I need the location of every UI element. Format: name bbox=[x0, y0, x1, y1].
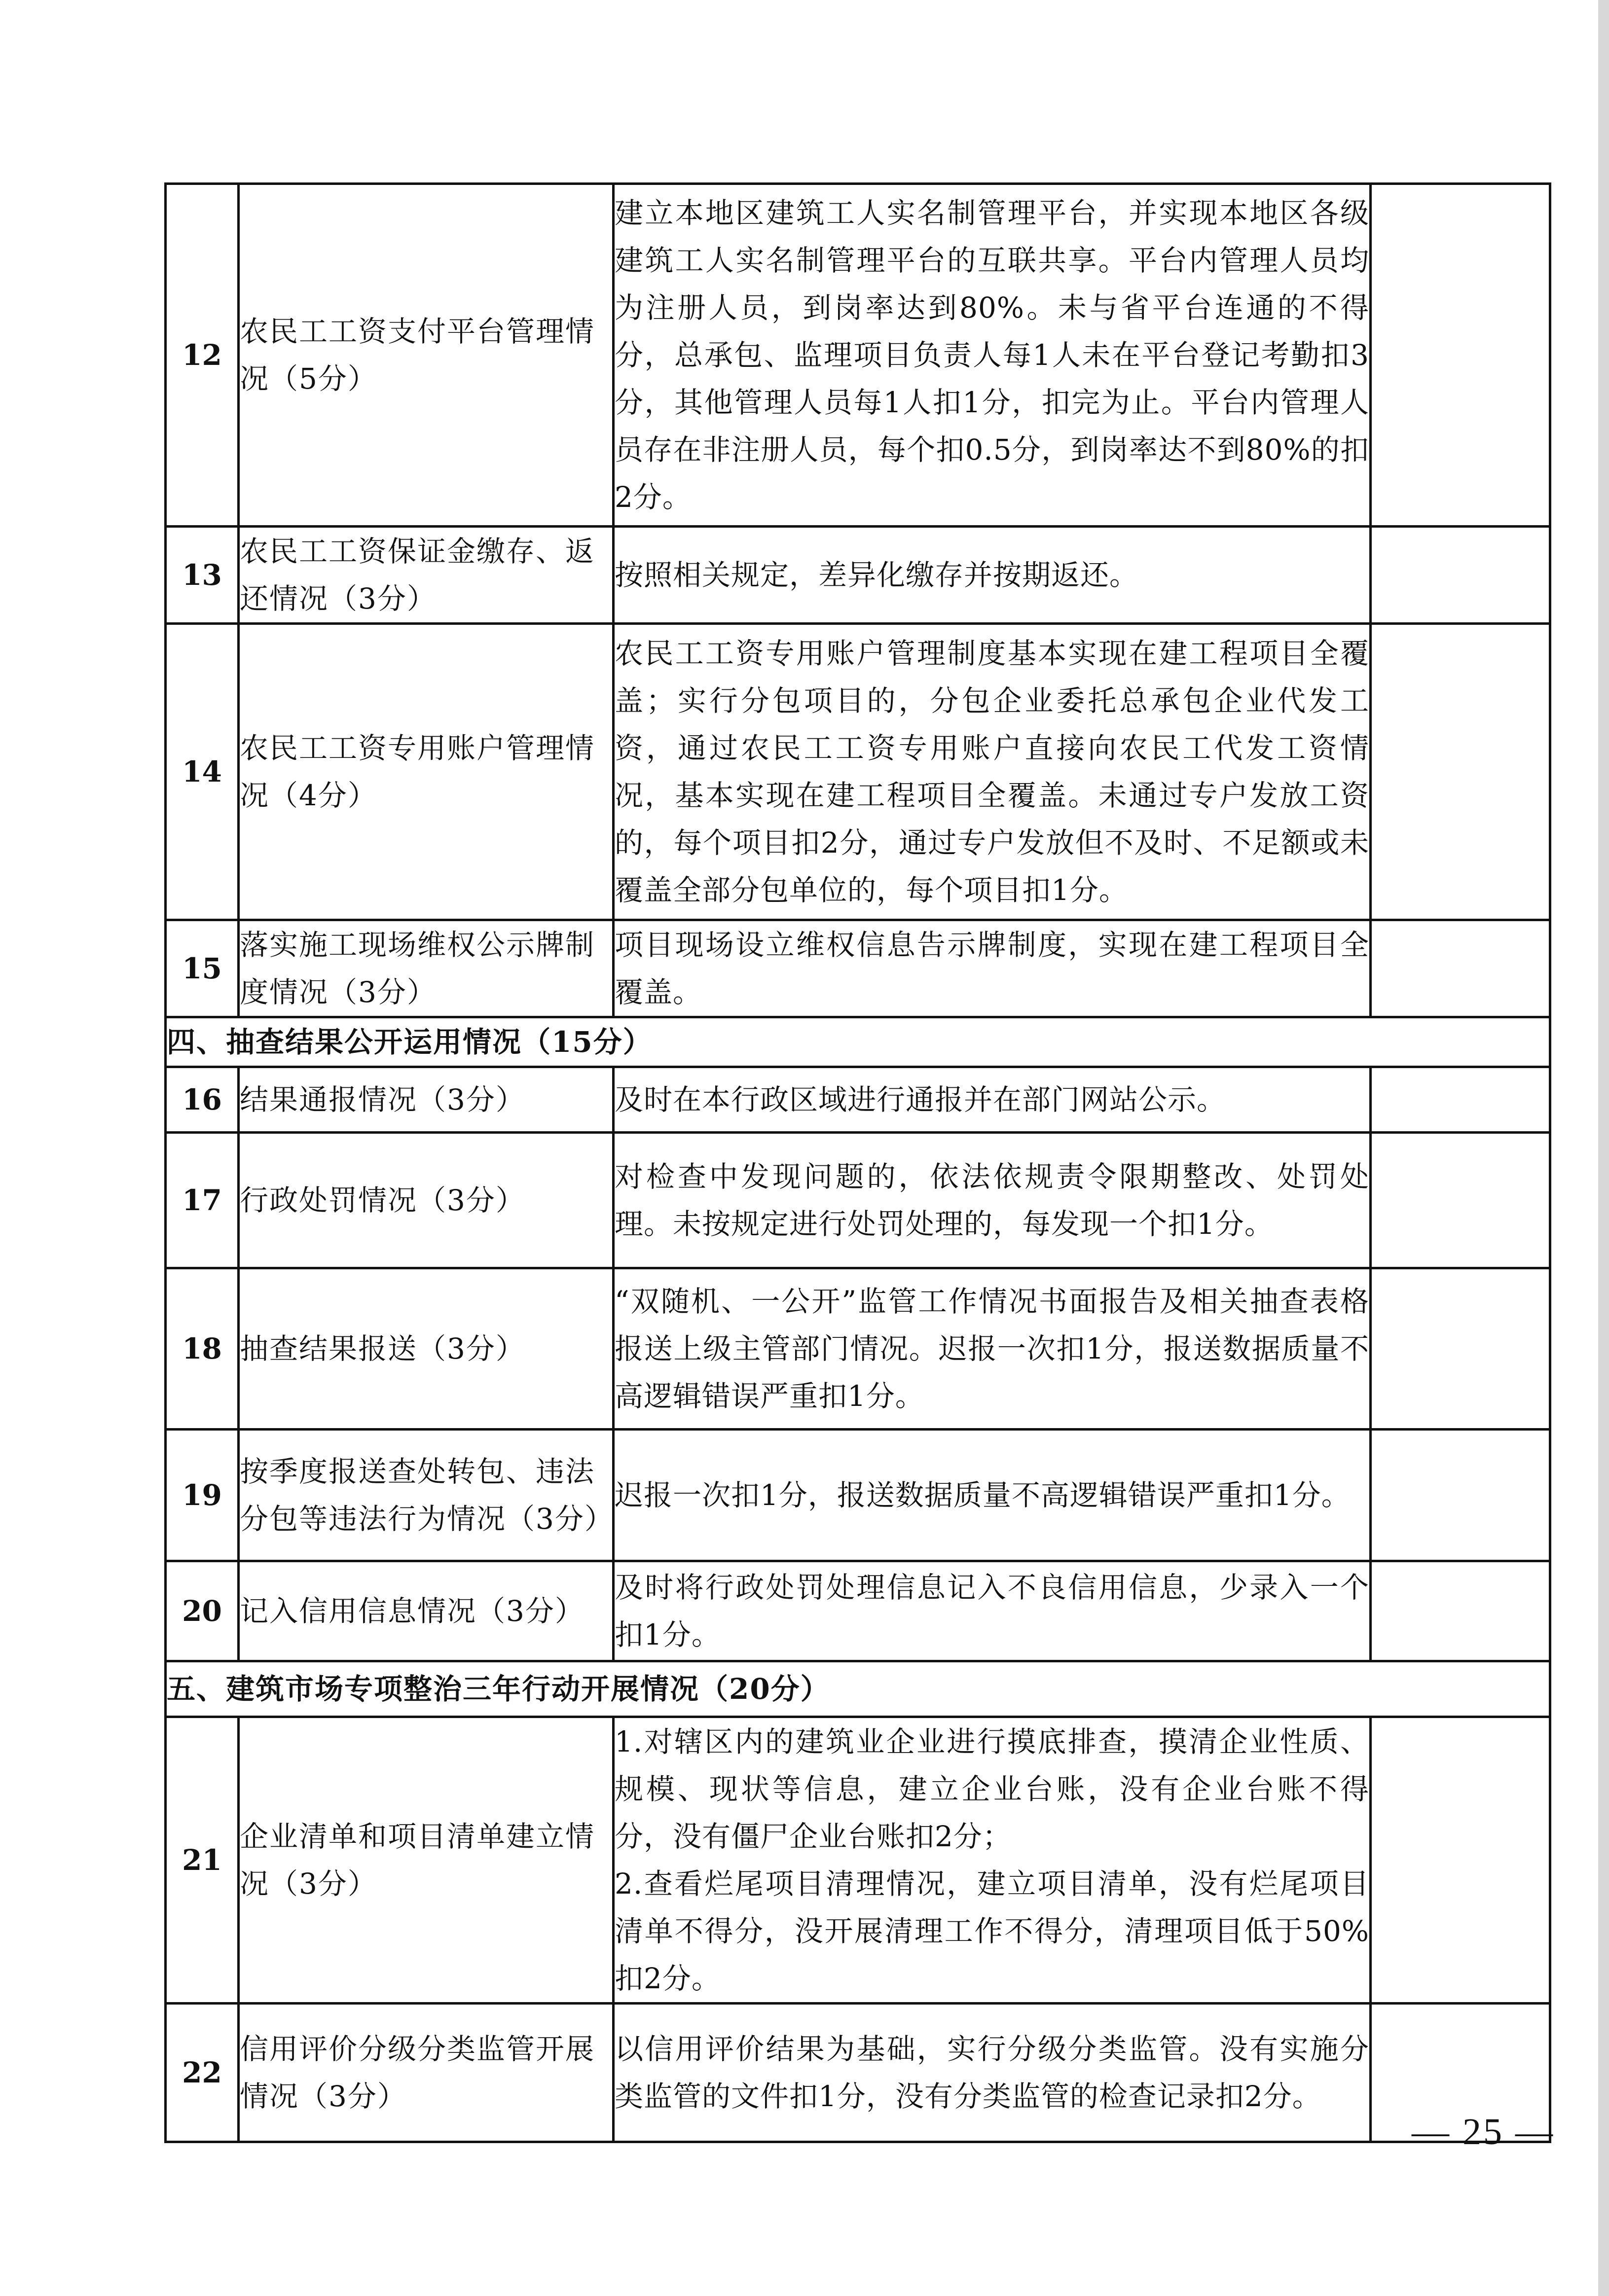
item-name: 农民工工资支付平台管理情况（5分） bbox=[239, 184, 614, 527]
item-name: 信用评价分级分类监管开展情况（3分） bbox=[239, 2004, 614, 2142]
item-number: 15 bbox=[166, 920, 239, 1017]
item-criteria: 及时在本行政区域进行通报并在部门网站公示。 bbox=[614, 1067, 1371, 1133]
table-row bbox=[166, 1561, 1550, 1661]
item-criteria bbox=[614, 1717, 1371, 2004]
item-name: 结果通报情况（3分） bbox=[239, 1067, 614, 1133]
table-row bbox=[166, 2004, 1550, 2142]
item-number: 13 bbox=[166, 527, 239, 624]
page-number: — 25 — bbox=[1412, 2111, 1555, 2152]
item-criteria: 按照相关规定，差异化缴存并按期返还。 bbox=[614, 527, 1371, 624]
item-criteria: 及时将行政处罚处理信息记入不良信用信息，少录入一个扣1分。 bbox=[614, 1561, 1371, 1661]
item-criteria: 对检查中发现问题的，依法依规责令限期整改、处罚处理。未按规定进行处罚处理的，每发现一个扣1分。 bbox=[614, 1133, 1371, 1268]
score-cell bbox=[1371, 624, 1550, 920]
item-number: 16 bbox=[166, 1067, 239, 1133]
page-edge-shadow bbox=[1598, 0, 1609, 2296]
item-number: 19 bbox=[166, 1430, 239, 1561]
table-row bbox=[166, 920, 1550, 1017]
section-heading: 五、建筑市场专项整治三年行动开展情况（20分） bbox=[166, 1661, 1550, 1717]
item-number: 20 bbox=[166, 1561, 239, 1661]
score-cell bbox=[1371, 1430, 1550, 1561]
table-row bbox=[166, 527, 1550, 624]
criteria-point-1: 1.对辖区内的建筑业企业进行摸底排查，摸清企业性质、规模、现状等信息，建立企业台账，没有企业台账不得分，没有僵尸企业台账扣2分； bbox=[615, 1725, 1369, 1853]
item-number: 21 bbox=[166, 1717, 239, 2004]
item-criteria: 项目现场设立维权信息告示牌制度，实现在建工程项目全覆盖。 bbox=[614, 920, 1371, 1017]
item-name: 农民工工资专用账户管理情况（4分） bbox=[239, 624, 614, 920]
table-row bbox=[166, 1268, 1550, 1430]
item-criteria: 以信用评价结果为基础，实行分级分类监管。没有实施分类监管的文件扣1分，没有分类监管的检查记录扣2分。 bbox=[614, 2004, 1371, 2142]
score-cell bbox=[1371, 1717, 1550, 2004]
table-row bbox=[166, 184, 1550, 527]
item-number: 22 bbox=[166, 2004, 239, 2142]
section-row bbox=[166, 1017, 1550, 1067]
item-number: 12 bbox=[166, 184, 239, 527]
item-criteria: 农民工工资专用账户管理制度基本实现在建工程项目全覆盖；实行分包项目的，分包企业委托总承包企业代发工资，通过农民工工资专用账户直接向农民工代发工资情况，基本实现在建工程项目全覆盖。未通过专户发放工资的，每个项目扣2分，通过专户发放但不及时、不足额或未覆盖全部分包单位的，每个项目扣1分。 bbox=[614, 624, 1371, 920]
section-heading: 四、抽查结果公开运用情况（15分） bbox=[166, 1017, 1550, 1067]
item-name: 行政处罚情况（3分） bbox=[239, 1133, 614, 1268]
item-number: 17 bbox=[166, 1133, 239, 1268]
score-cell bbox=[1371, 527, 1550, 624]
scoring-table bbox=[164, 182, 1551, 2143]
section-row bbox=[166, 1661, 1550, 1717]
item-number: 14 bbox=[166, 624, 239, 920]
criteria-point-2: 2.查看烂尾项目清理情况，建立项目清单，没有烂尾项目清单不得分，没开展清理工作不得分，清理项目低于50%扣2分。 bbox=[615, 1867, 1369, 1995]
item-name: 按季度报送查处转包、违法分包等违法行为情况（3分） bbox=[239, 1430, 614, 1561]
score-cell bbox=[1371, 1067, 1550, 1133]
score-cell bbox=[1371, 1561, 1550, 1661]
item-criteria: 建立本地区建筑工人实名制管理平台，并实现本地区各级建筑工人实名制管理平台的互联共享。平台内管理人员均为注册人员，到岗率达到80%。未与省平台连通的不得分，总承包、监理项目负责人每1人未在平台登记考勤扣3分，其他管理人员每1人扣1分，扣完为止。平台内管理人员存在非注册人员，每个扣0.5分，到岗率达不到80%的扣2分。 bbox=[614, 184, 1371, 527]
table-row bbox=[166, 1717, 1550, 2004]
item-criteria: 迟报一次扣1分，报送数据质量不高逻辑错误严重扣1分。 bbox=[614, 1430, 1371, 1561]
item-name: 抽查结果报送（3分） bbox=[239, 1268, 614, 1430]
item-name: 落实施工现场维权公示牌制度情况（3分） bbox=[239, 920, 614, 1017]
score-cell bbox=[1371, 184, 1550, 527]
table-row bbox=[166, 1430, 1550, 1561]
item-name: 农民工工资保证金缴存、返还情况（3分） bbox=[239, 527, 614, 624]
item-name: 记入信用信息情况（3分） bbox=[239, 1561, 614, 1661]
item-number: 18 bbox=[166, 1268, 239, 1430]
table-row bbox=[166, 624, 1550, 920]
score-cell bbox=[1371, 1133, 1550, 1268]
score-cell bbox=[1371, 920, 1550, 1017]
item-criteria: “双随机、一公开”监管工作情况书面报告及相关抽查表格报送上级主管部门情况。迟报一次扣1分，报送数据质量不高逻辑错误严重扣1分。 bbox=[614, 1268, 1371, 1430]
table-row bbox=[166, 1133, 1550, 1268]
table-row bbox=[166, 1067, 1550, 1133]
item-name: 企业清单和项目清单建立情况（3分） bbox=[239, 1717, 614, 2004]
score-cell bbox=[1371, 1268, 1550, 1430]
